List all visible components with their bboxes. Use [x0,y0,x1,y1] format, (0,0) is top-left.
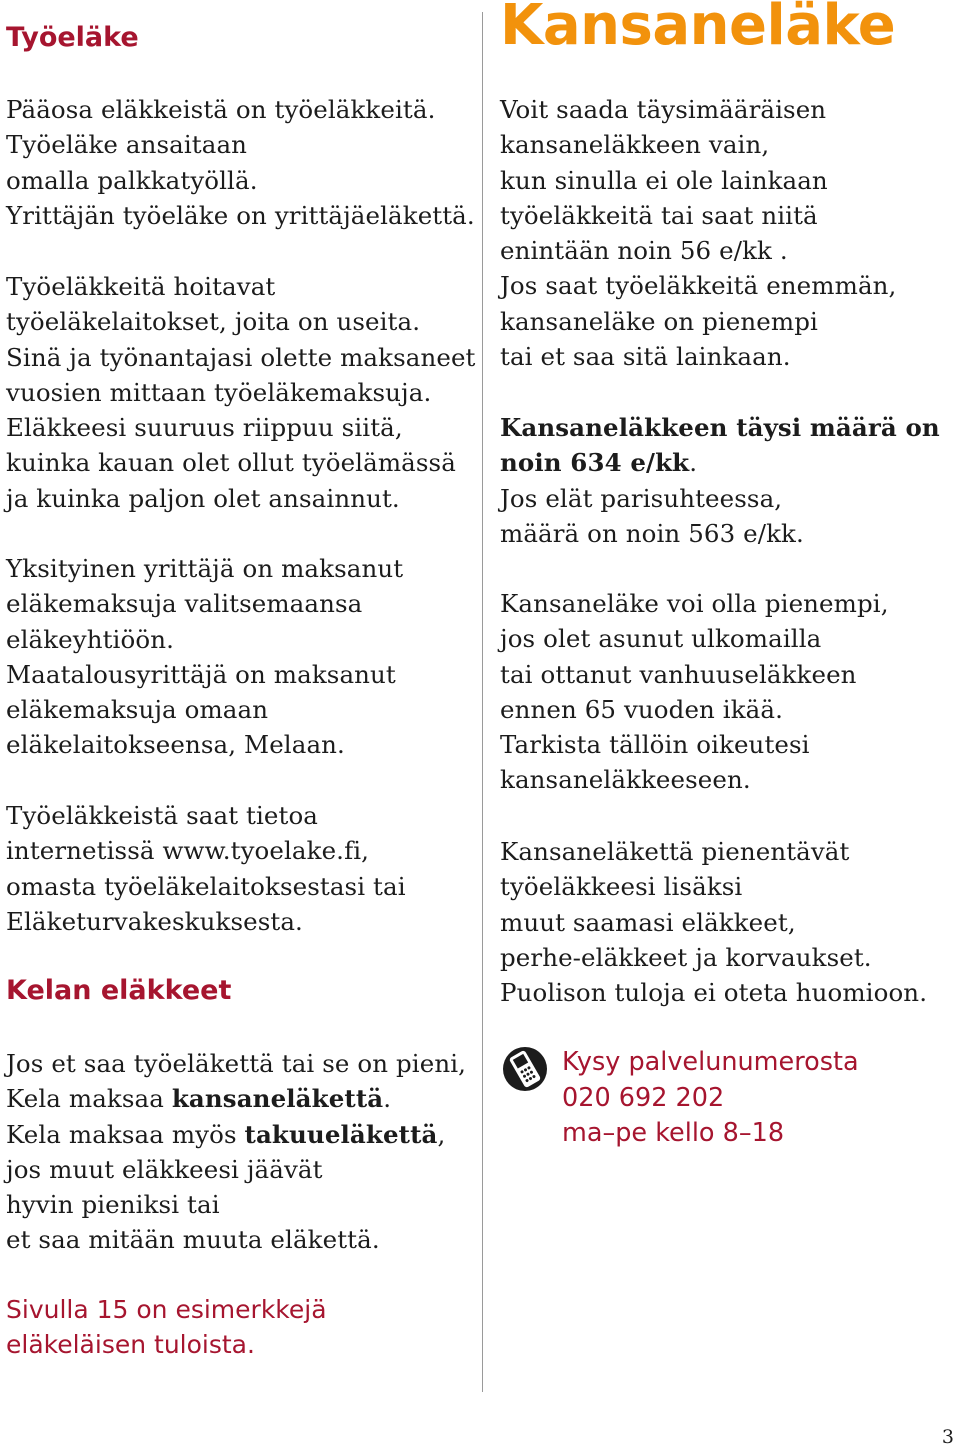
text-line: määrä on noin 563 e/kk. [500,518,804,548]
text-line: jos olet asunut ulkomailla [500,624,822,654]
service-hours: ma–pe kello 8–18 [562,1118,785,1148]
text-line: Kansaneläke voi olla pienempi, [500,589,889,618]
text-line: enintään noin 56 e/kk . [500,236,788,266]
text-line: omalla palkkatyöllä. [6,165,258,195]
text-line: eläkeyhtiöön. [6,624,174,654]
text-line: Työeläke ansaitaan [6,130,248,160]
text-line: eläkemaksuja omaan [6,695,269,725]
text-line: internetissä www.tyoelake.fi, [6,836,370,866]
heading-tyoelake: Työeläke [6,22,139,53]
text-line: Jos elät parisuhteessa, [500,483,783,513]
text-line: Jos et saa työeläkettä tai se on pieni, [6,1049,467,1078]
paragraph-yrittaja [6,551,403,763]
paragraph-pienempi [500,586,889,798]
text-line: et saa mitään muuta eläkettä. [6,1225,380,1255]
text-line: kun sinulla ei ole lainkaan [500,165,828,195]
text-line: Sinä ja työnantajasi olette maksaneet [6,342,476,372]
text-line: Kela maksaa kansaneläkettä. [6,1084,392,1114]
text-line: Pääosa eläkkeistä on työeläkkeitä. [6,95,436,124]
paragraph-kela [6,1046,466,1258]
text-line: vuosien mittaan työeläkemaksuja. [6,377,432,407]
contact-info [562,1045,859,1152]
text-line: omasta työeläkelaitoksestasi tai [6,871,406,901]
text-line: hyvin pieniksi tai [6,1190,220,1220]
page-reference [6,1292,327,1362]
text-line: tai ottanut vanhuuseläkkeen [500,659,857,689]
text-line: Kansaneläkettä pienentävät [500,837,850,866]
text-line: Tarkista tällöin oikeutesi [500,730,810,760]
bold-takuuelake: takuueläkettä [244,1119,438,1149]
paragraph-tietoa [6,798,406,939]
phone-number: 020 692 202 [562,1082,725,1113]
text-line: kansaneläkkeeseen. [500,765,751,795]
text-line: Työeläkkeistä saat tietoa [6,801,319,830]
text-line: kuinka kauan olet ollut työelämässä [6,448,456,478]
heading-kelan-elakkeet: Kelan eläkkeet [6,975,232,1006]
paragraph-taysimaarainen [500,92,896,374]
text-line: Työeläkkeitä hoitavat [6,272,276,301]
paragraph-pienentavat [500,834,927,1010]
text-line: kansaneläke on pienempi [500,306,818,336]
text-line: Jos saat työeläkkeitä enemmän, [500,271,897,301]
text-line: tai et saa sitä lainkaan. [500,342,791,372]
text-line: ennen 65 vuoden ikää. [500,694,783,724]
text-line: eläkeläisen tuloista. [6,1330,255,1359]
text-line: ja kuinka paljon olet ansainnut. [6,483,400,513]
text-line: Yrittäjän työeläke on yrittäjäeläkettä. [6,200,475,230]
text-line: Yksityinen yrittäjä on maksanut [6,554,404,583]
text-line: työeläkkeesi lisäksi [500,872,743,902]
paragraph-tyoelakelaitokset [6,269,476,516]
text-line: Kela maksaa myös takuueläkettä, [6,1119,446,1149]
text-line: Voit saada täysimääräisen [500,95,827,124]
page-number: 3 [941,1426,954,1448]
text-line: muut saamasi eläkkeet, [500,907,796,937]
heading-kansanelake: Kansaneläke [500,0,896,58]
text-line: eläkelaitokseensa, Melaan. [6,730,345,760]
bold-kansanelake: kansaneläkettä [171,1084,384,1114]
text-line: Eläkkeesi suuruus riippuu siitä, [6,413,403,443]
text-line: Kansaneläkkeen täysi määrä on [500,413,940,442]
text-line: työeläkelaitokset, joita on useita. [6,307,421,337]
text-line: noin 634 e/kk. [500,448,698,478]
text-line: eläkemaksuja valitsemaansa [6,589,363,619]
text-line: perhe-eläkkeet ja korvaukset. [500,942,872,972]
text-line: Sivulla 15 on esimerkkejä [6,1295,327,1324]
text-line: Eläketurvakeskuksesta. [6,906,303,936]
paragraph-taysi-maara [500,410,940,551]
text-line: työeläkkeitä tai saat niitä [500,200,818,230]
text-line: kansaneläkkeen vain, [500,130,770,160]
contact-label: Kysy palvelunumerosta [562,1047,859,1077]
phone-icon [500,1046,550,1092]
paragraph-intro [6,92,475,233]
column-divider [482,12,483,1392]
text-line: Puolison tuloja ei oteta huomioon. [500,978,928,1008]
text-line: jos muut eläkkeesi jäävät [6,1154,323,1184]
text-line: Maatalousyrittäjä on maksanut [6,659,396,689]
